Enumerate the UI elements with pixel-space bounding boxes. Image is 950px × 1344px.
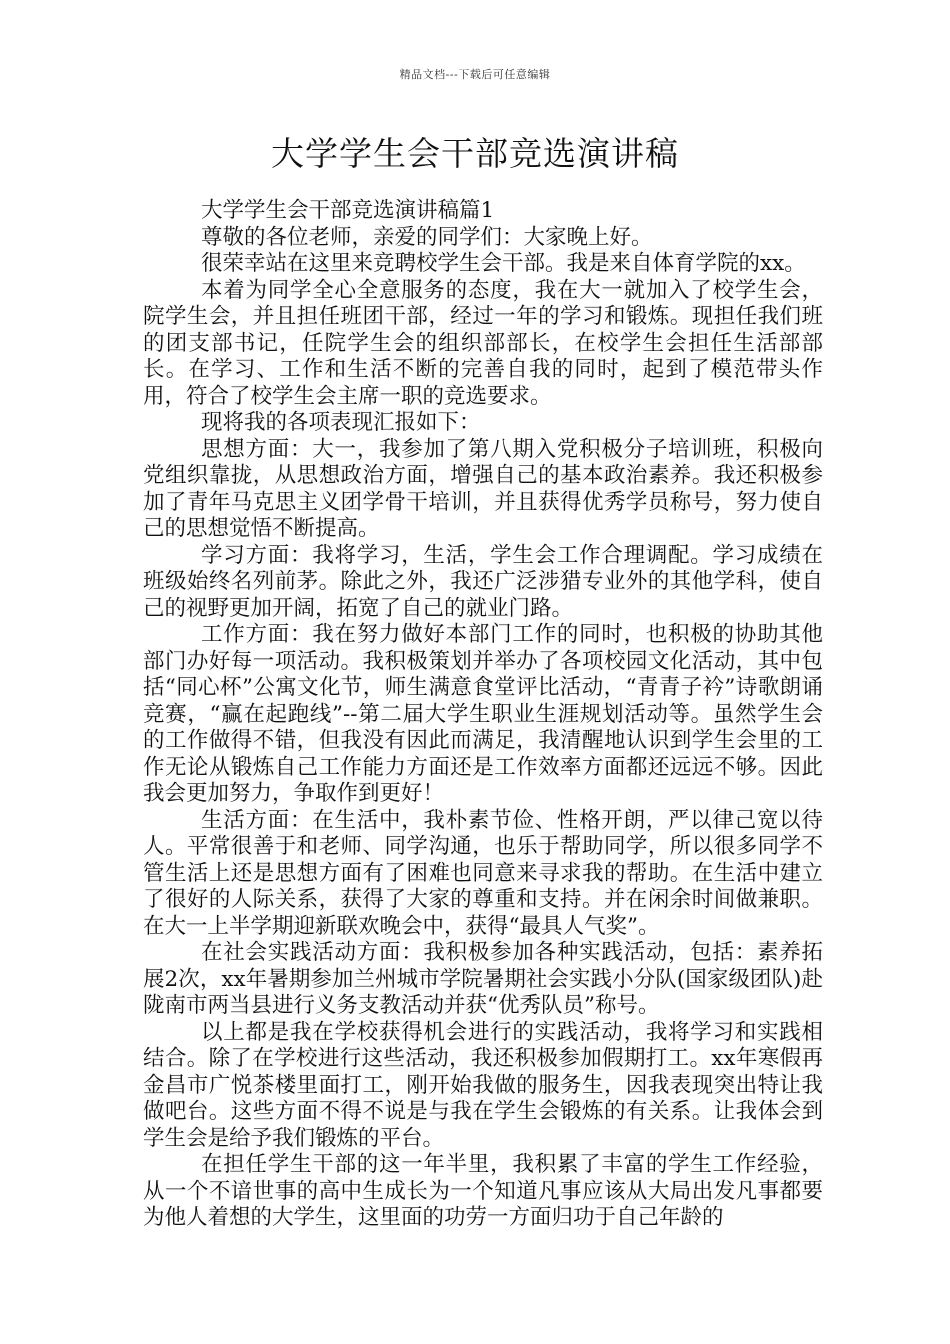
paragraph-work: 工作方面：我在努力做好本部门工作的同时，也积极的协助其他部门办好每一项活动。我积极策划并举办了各项校园文化活动，其中包括“同心杯”公寓文化节，师生满意食堂评比活动，“青青子衿”诗歌朗诵竞赛，“赢在起跑线”--第二届大学生职业生涯规划活动等。虽然学生会的工作做得不错，但我没有因此而满足，我清醒地认识到学生会里的工作无论从锻炼自己工作能力方面还是工作效率方面都还远远不够。因此我会更加努力，争取作到更好！ <box>143 622 823 806</box>
paragraph-study: 学习方面：我将学习，生活，学生会工作合理调配。学习成绩在班级始终名列前茅。除此之外，我还广泛涉猎专业外的其他学科，使自己的视野更加开阔，拓宽了自己的就业门路。 <box>143 542 823 621</box>
document-body <box>143 198 823 1232</box>
paragraph-experience: 本着为同学全心全意服务的态度，我在大一就加入了校学生会，院学生会，并且担任班团干部，经过一年的学习和锻炼。现担任我们班的团支部书记，任院学生会的组织部部长，在校学生会担任生活部部长。在学习、工作和生活不断的完善自我的同时，起到了模范带头作用，符合了校学生会主席一职的竞选要求。 <box>143 277 823 409</box>
paragraph-growth: 在担任学生干部的这一年半里，我积累了丰富的学生工作经验，从一个不谙世事的高中生成长为一个知道凡事应该从大局出发凡事都要为他人着想的大学生，这里面的功劳一方面归功于自己年龄的 <box>143 1152 823 1230</box>
paragraph-ideology: 思想方面：大一，我参加了第八期入党积极分子培训班，积极向党组织靠拢，从思想政治方面，增强自己的基本政治素养。我还积极参加了青年马克思主义团学骨干培训，并且获得优秀学员称号，努力使自己的思想觉悟不断提高。 <box>143 436 823 541</box>
paragraph-report-intro: 现将我的各项表现汇报如下： <box>201 410 481 435</box>
document-title: 大学学生会干部竞选演讲稿 <box>271 134 679 173</box>
paragraph-social-practice: 在社会实践活动方面：我积极参加各种实践活动，包括：素养拓展2次，xx年暑期参加兰州城市学院暑期社会实践小分队(国家级团队)赴陇南市两当县进行义务支教活动并获“优秀队员”称号。 <box>143 940 823 1018</box>
paragraph-introduction: 很荣幸站在这里来竞聘校学生会干部。我是来自体育学院的xx。 <box>201 251 806 276</box>
paragraph-life: 生活方面：在生活中，我朴素节俭、性格开朗，严以律己宽以待人。平常很善于和老师、同学沟通，也乐于帮助同学，所以很多同学不管生活上还是思想方面有了困难也同意来寻求我的帮助。在生活中建立了很好的人际关系，获得了大家的尊重和支持。并在闲余时间做兼职。在大一上半学期迎新联欢晚会中，获得“最具人气奖”。 <box>143 807 823 939</box>
paragraph-part-time: 以上都是我在学校获得机会进行的实践活动，我将学习和实践相结合。除了在学校进行这些活动，我还积极参加假期打工。xx年寒假再金昌市广悦茶楼里面打工，刚开始我做的服务生，因我表现突出特让我做吧台。这些方面不得不说是与我在学生会锻炼的有关系。让我体会到学生会是给予我们锻炼的平台。 <box>143 1019 823 1151</box>
header-note: 精品文档---下载后可任意编辑 <box>399 68 551 81</box>
paragraph-greeting: 尊敬的各位老师，亲爱的同学们：大家晚上好。 <box>201 224 653 250</box>
paragraph-subtitle: 大学学生会干部竞选演讲稿篇1 <box>201 198 495 223</box>
